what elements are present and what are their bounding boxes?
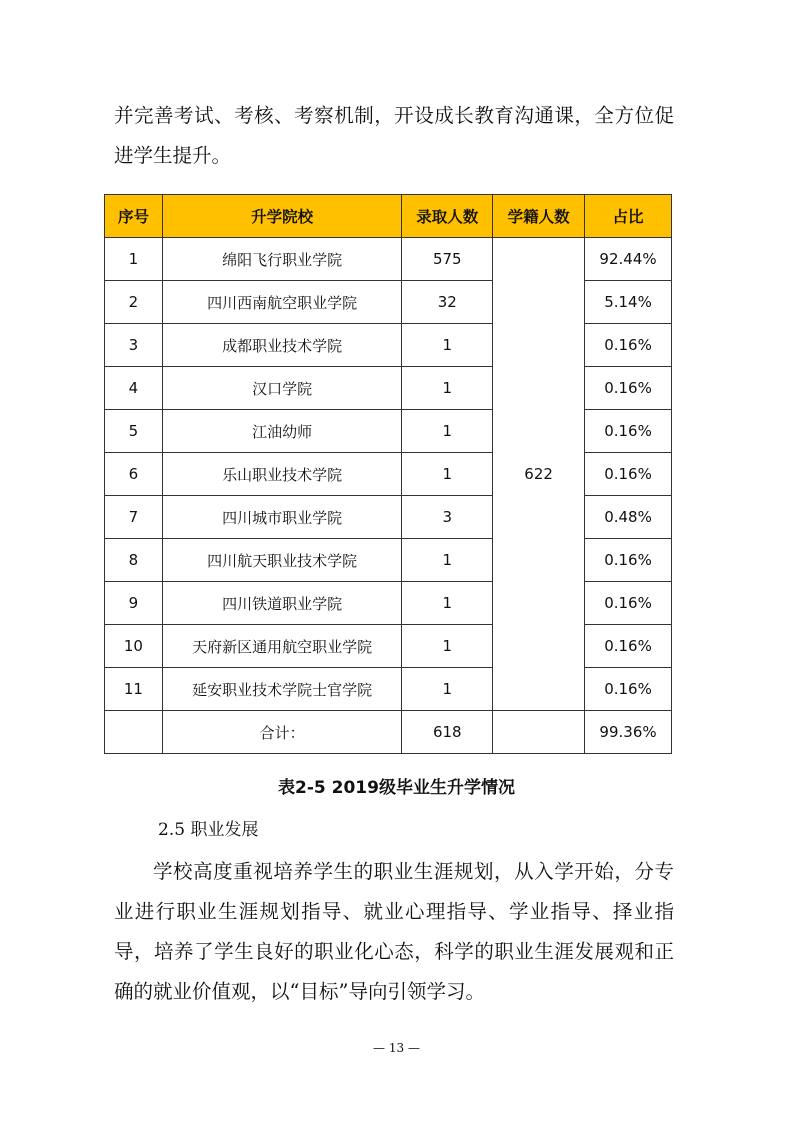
cell-ratio: 0.16%: [585, 539, 672, 582]
header-enrollment: 学籍人数: [493, 195, 585, 238]
cell-admitted: 32: [402, 281, 493, 324]
table-row: [105, 496, 672, 539]
cell-admitted: 1: [402, 539, 493, 582]
page-number: — 13 —: [373, 1041, 420, 1055]
intro-paragraph: 并完善考试、考核、考察机制，开设成长教育沟通课，全方位促进学生提升。: [114, 104, 674, 167]
table-row: [105, 539, 672, 582]
table-total-row: [105, 711, 672, 754]
cell-school: 江油幼师: [162, 410, 401, 453]
cell-admitted: 1: [402, 410, 493, 453]
header-school: 升学院校: [162, 195, 401, 238]
cell-enrollment-total: 622: [493, 238, 585, 711]
cell-ratio: 0.16%: [585, 367, 672, 410]
table-row: [105, 367, 672, 410]
cell-total-enrollment: [493, 711, 585, 754]
cell-no: 4: [105, 367, 163, 410]
cell-no: 9: [105, 582, 163, 625]
cell-school: 天府新区通用航空职业学院: [162, 625, 401, 668]
cell-total-label: 合计：: [162, 711, 401, 754]
cell-school: 汉口学院: [162, 367, 401, 410]
cell-ratio: 0.16%: [585, 410, 672, 453]
cell-no: 6: [105, 453, 163, 496]
cell-no: 7: [105, 496, 163, 539]
cell-ratio: 0.16%: [585, 324, 672, 367]
cell-admitted: 1: [402, 453, 493, 496]
table-row: [105, 281, 672, 324]
cell-admitted: 1: [402, 324, 493, 367]
cell-ratio: 0.16%: [585, 453, 672, 496]
table-row: [105, 410, 672, 453]
cell-admitted: 1: [402, 668, 493, 711]
table-row: [105, 582, 672, 625]
cell-admitted: 1: [402, 582, 493, 625]
table-row: [105, 324, 672, 367]
cell-total-ratio: 99.36%: [585, 711, 672, 754]
cell-school: 四川城市职业学院: [162, 496, 401, 539]
table-row: [105, 238, 672, 281]
cell-school: 延安职业技术学院士官学院: [162, 668, 401, 711]
cell-no: 3: [105, 324, 163, 367]
cell-no: 1: [105, 238, 163, 281]
table-row: [105, 668, 672, 711]
cell-admitted: 3: [402, 496, 493, 539]
cell-ratio: 5.14%: [585, 281, 672, 324]
cell-no: 8: [105, 539, 163, 582]
cell-school: 四川西南航空职业学院: [162, 281, 401, 324]
table-header-row: [105, 195, 672, 238]
section-heading: 2.5 职业发展: [158, 820, 259, 840]
cell-admitted: 575: [402, 238, 493, 281]
table-row: [105, 453, 672, 496]
cell-school: 成都职业技术学院: [162, 324, 401, 367]
header-admitted: 录取人数: [402, 195, 493, 238]
cell-ratio: 0.16%: [585, 582, 672, 625]
cell-no: 5: [105, 410, 163, 453]
cell-no: 2: [105, 281, 163, 324]
cell-school: 乐山职业技术学院: [162, 453, 401, 496]
cell-no: 10: [105, 625, 163, 668]
header-no: 序号: [105, 195, 163, 238]
admission-table: [104, 194, 672, 754]
cell-school: 四川航天职业技术学院: [162, 539, 401, 582]
cell-ratio: 92.44%: [585, 238, 672, 281]
cell-school: 绵阳飞行职业学院: [162, 238, 401, 281]
table-row: [105, 625, 672, 668]
body-paragraph: 学校高度重视培养学生的职业生涯规划，从入学开始，分专业进行职业生涯规划指导、就业心理指导、学业指导、择业指导，培养了学生良好的职业化心态，科学的职业生涯发展观和正确的就业价值观，以“目标”导向引领学习。: [114, 860, 674, 1003]
table-caption: 表2-5 2019级毕业生升学情况: [278, 778, 515, 798]
cell-admitted: 1: [402, 367, 493, 410]
cell-school: 四川铁道职业学院: [162, 582, 401, 625]
header-ratio: 占比: [585, 195, 672, 238]
cell-ratio: 0.16%: [585, 668, 672, 711]
cell-total-admitted: 618: [402, 711, 493, 754]
cell-ratio: 0.16%: [585, 625, 672, 668]
cell-ratio: 0.48%: [585, 496, 672, 539]
cell-admitted: 1: [402, 625, 493, 668]
cell-no: 11: [105, 668, 163, 711]
cell-total-no: [105, 711, 163, 754]
